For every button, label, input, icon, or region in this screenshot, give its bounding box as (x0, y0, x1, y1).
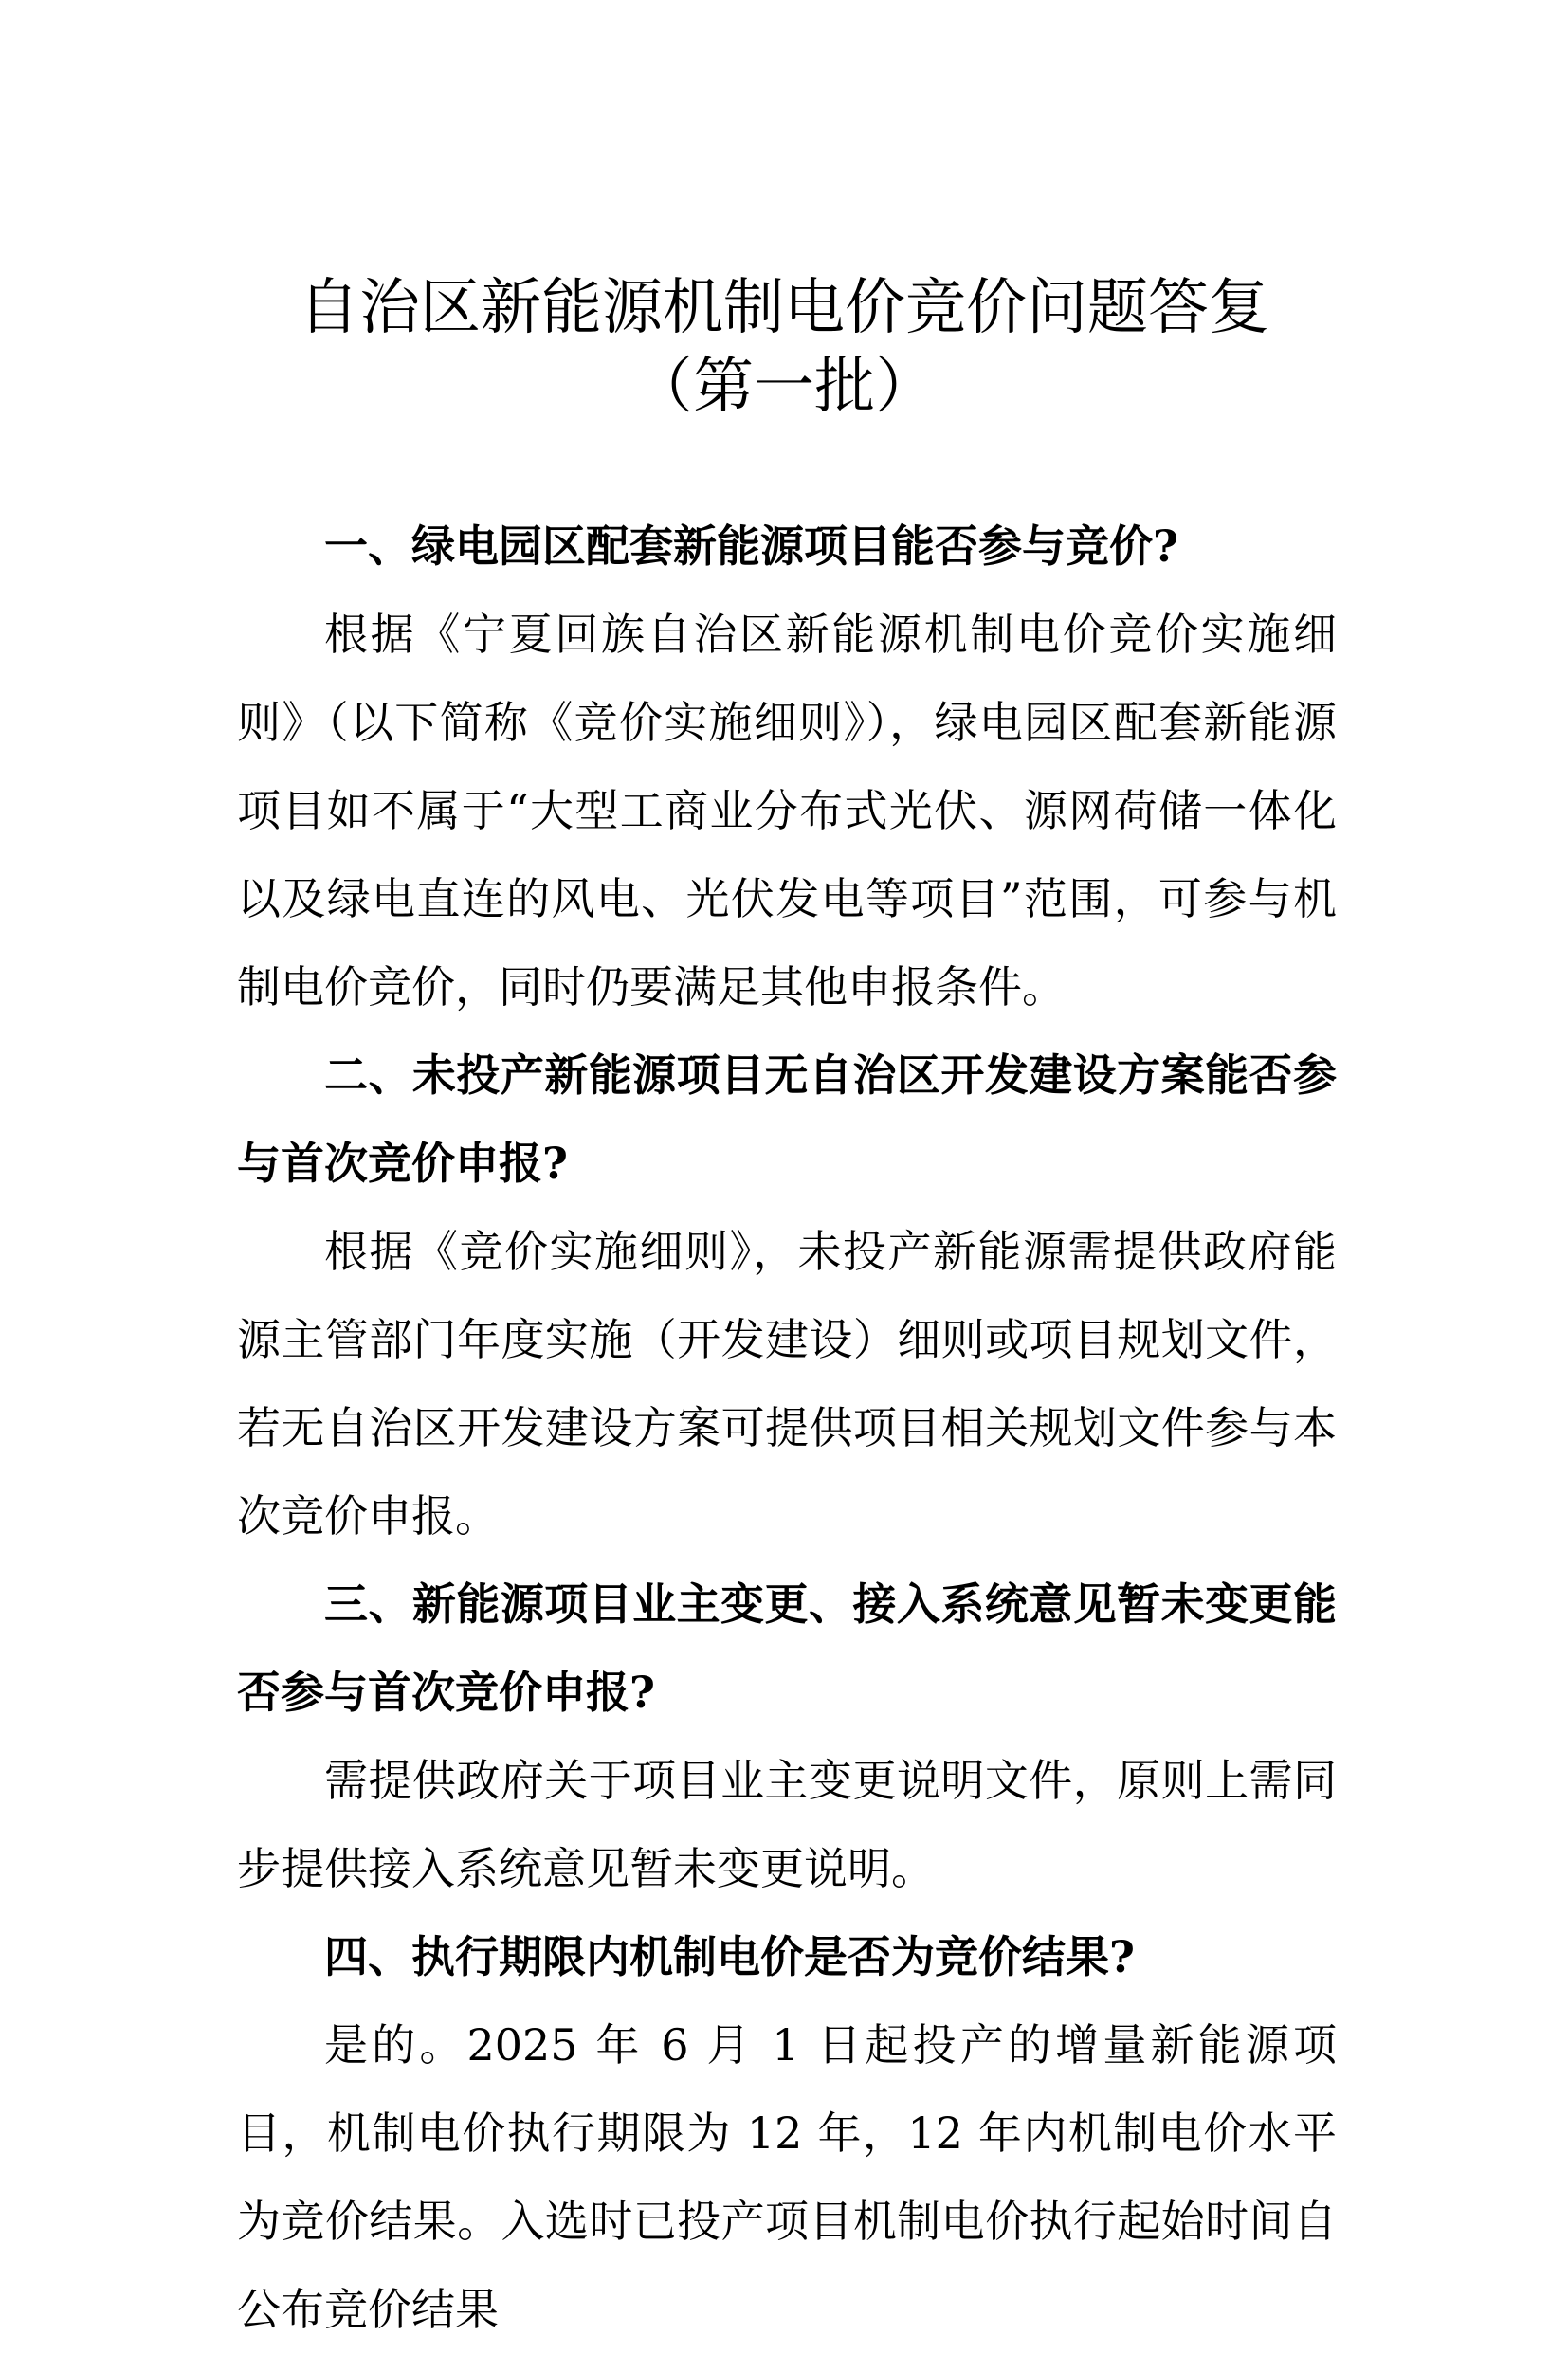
answer-1: 根据《宁夏回族自治区新能源机制电价竞价实施细则》（以下简称《竞价实施细则》），绿电园区配套新能源项目如不属于“大型工商业分布式光伏、源网荷储一体化以及绿电直连的风电、光伏发电等项目”范围，可参与机制电价竞价，同时仍要满足其他申报条件。 (237, 609, 1337, 1013)
answer-4: 是的。2025 年 6 月 1 日起投产的增量新能源项目，机制电价执行期限为 12 年，12 年内机制电价水平为竞价结果。入选时已投产项目机制电价执行起始时间自公布竞价结果 (237, 2019, 1337, 2335)
question-2: 二、未投产新能源项目无自治区开发建设方案能否参与首次竞价申报? (237, 1049, 1337, 1189)
answer-3: 需提供政府关于项目业主变更说明文件，原则上需同步提供接入系统意见暂未变更说明。 (237, 1755, 1337, 1894)
document-subtitle: （第一批） (632, 352, 936, 422)
document-body (237, 502, 1337, 2354)
document-title: 自治区新能源机制电价竞价问题答复 (299, 273, 1269, 343)
question-3: 三、新能源项目业主变更、接入系统意见暂未变更能否参与首次竞价申报? (237, 1578, 1337, 1718)
question-1: 一、绿电园区配套新能源项目能否参与竞价? (324, 520, 1178, 572)
question-4: 四、执行期限内机制电价是否为竞价结果? (324, 1931, 1135, 1982)
answer-2: 根据《竞价实施细则》，未投产新能源需提供政府能源主管部门年度实施（开发建设）细则或项目规划文件，若无自治区开发建设方案可提供项目相关规划文件参与本次竞价申报。 (237, 1226, 1337, 1542)
